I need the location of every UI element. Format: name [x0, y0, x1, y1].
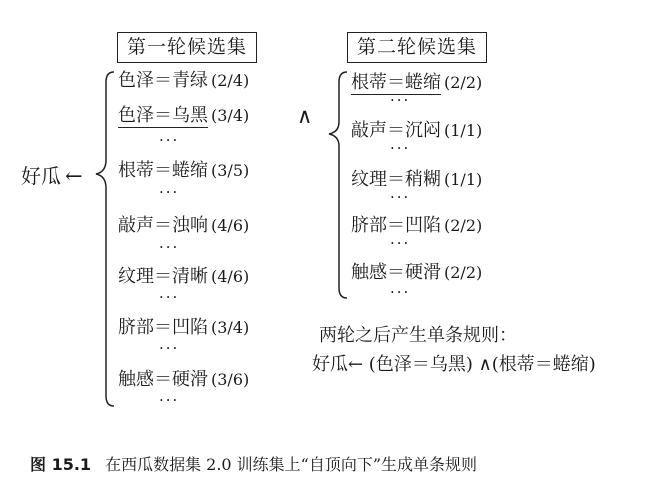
round1-brace [92, 70, 116, 410]
rule-condition: 敲声＝沉闷 [351, 120, 441, 141]
rule-coverage-count: (2/4) [211, 71, 250, 90]
round1-rule-4 [118, 215, 249, 237]
round1-rule-6 [118, 317, 249, 339]
ellipsis-dots: ··· [159, 131, 180, 149]
rule-coverage-count: (3/4) [211, 106, 250, 125]
ellipsis-dots: ··· [390, 188, 411, 206]
ellipsis-dots: ··· [159, 238, 180, 256]
round1-rule-2 [118, 105, 249, 127]
rule-condition: 触感＝硬滑 [351, 262, 441, 283]
rule-condition: 纹理＝稍糊 [351, 169, 441, 190]
rule-coverage-count: (2/2) [444, 216, 483, 235]
round1-rule-1 [118, 70, 249, 92]
head-label [21, 160, 83, 189]
rule-condition: 纹理＝清晰 [118, 266, 208, 287]
rule-coverage-count: (4/6) [211, 216, 250, 235]
ellipsis-dots: ··· [390, 283, 411, 301]
ellipsis-dots: ··· [390, 234, 411, 252]
rule-coverage-count: (3/5) [211, 161, 250, 180]
conjunction-symbol: ∧ [297, 104, 313, 128]
round2-rule-4 [351, 215, 482, 237]
rule-condition: 触感＝硬滑 [118, 369, 208, 390]
rule-coverage-count: (4/6) [211, 267, 250, 286]
rule-coverage-count: (1/1) [444, 121, 483, 140]
figure-caption [30, 452, 477, 475]
summary-line2: 好瓜← (色泽＝乌黑) ∧(根蒂＝蜷缩) [312, 354, 596, 375]
ellipsis-dots: ··· [159, 391, 180, 409]
round2-rule-5 [351, 262, 482, 284]
rule-coverage-count: (3/4) [211, 318, 250, 337]
round1-rule-3 [118, 160, 249, 182]
rule-condition: 色泽＝乌黑 [118, 105, 208, 126]
round2-rule-1 [351, 72, 482, 94]
rule-condition: 根蒂＝蜷缩 [118, 160, 208, 181]
rule-coverage-count: (2/2) [444, 73, 483, 92]
ellipsis-dots: ··· [159, 183, 180, 201]
round1-rule-7 [118, 369, 249, 391]
left-arrow-icon: ← [65, 164, 83, 188]
rule-coverage-count: (3/6) [211, 370, 250, 389]
caption-figure-number: 图 15.1 [30, 455, 92, 474]
ellipsis-dots: ··· [390, 139, 411, 157]
rule-condition: 根蒂＝蜷缩 [351, 72, 441, 93]
ellipsis-dots: ··· [159, 339, 180, 357]
caption-text: 在西瓜数据集 2.0 训练集上“自顶向下”生成单条规则 [105, 455, 478, 474]
round1-title: 第一轮候选集 [117, 32, 257, 63]
ellipsis-dots: ··· [390, 91, 411, 109]
rule-coverage-count: (1/1) [444, 170, 483, 189]
round1-rule-5 [118, 266, 249, 288]
ellipsis-dots: ··· [159, 288, 180, 306]
summary-line1: 两轮之后产生单条规则： [319, 325, 517, 346]
rule-condition: 色泽＝青绿 [118, 70, 208, 91]
rule-coverage-count: (2/2) [444, 263, 483, 282]
rule-condition: 敲声＝浊响 [118, 215, 208, 236]
rule-condition: 脐部＝凹陷 [351, 215, 441, 236]
head-label-text: 好瓜 [21, 164, 61, 188]
round2-rule-3 [351, 169, 482, 191]
round2-title: 第二轮候选集 [347, 32, 487, 63]
rule-condition: 脐部＝凹陷 [118, 317, 208, 338]
round2-brace [325, 70, 349, 302]
round2-rule-2 [351, 120, 482, 142]
